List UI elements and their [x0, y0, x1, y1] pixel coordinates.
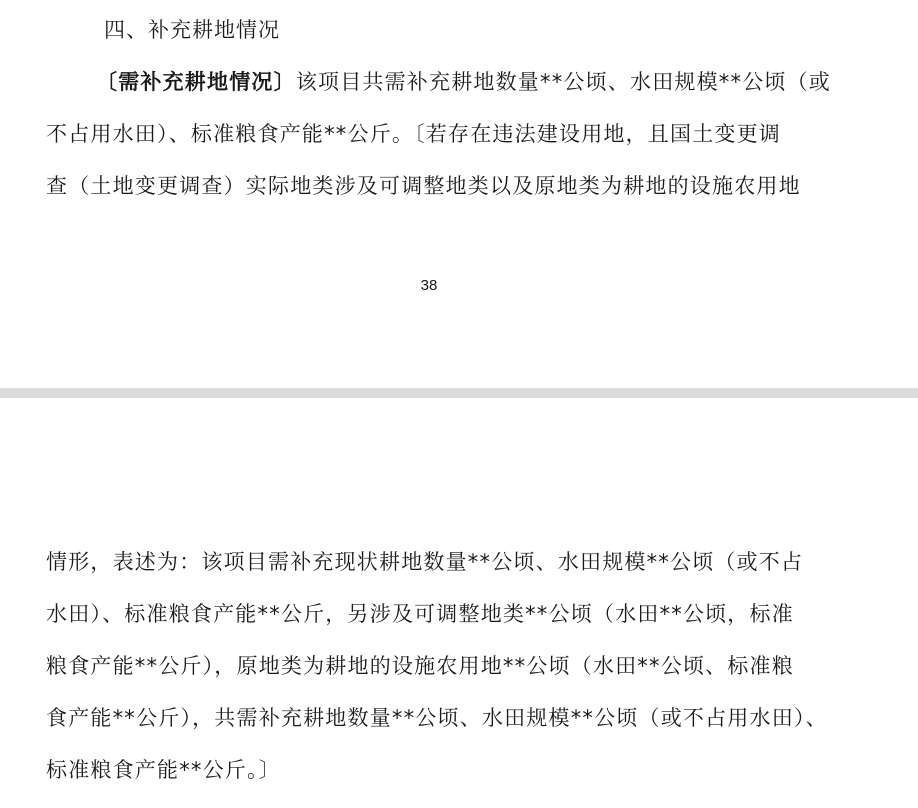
paragraph-line: 查（土地变更调查）实际地类涉及可调整地类以及原地类为耕地的设施农用地	[46, 174, 801, 198]
paragraph-line: 不占用水田）、标准粮食产能**公斤。〔若存在违法建设用地，且国土变更调	[46, 122, 781, 146]
document-page-bottom	[0, 398, 918, 808]
bold-label: 需补充耕地情况	[118, 70, 274, 94]
page-separator	[0, 388, 918, 398]
paragraph-line: 食产能**公斤），共需补充耕地数量**公顷、水田规模**公顷（或不占用水田）、	[46, 706, 828, 730]
paragraph-line: 水田）、标准粮食产能**公斤，另涉及可调整地类**公顷（水田**公顷，标准	[46, 602, 794, 626]
paragraph-line	[96, 66, 831, 98]
page-number: 38	[420, 277, 438, 294]
bracket-open: 〔	[96, 70, 119, 94]
paragraph-line: 情形，表述为：该项目需补充现状耕地数量**公顷、水田规模**公顷（或不占	[46, 550, 804, 574]
bracket-close: 〕	[273, 70, 296, 94]
paragraph-line: 粮食产能**公斤），原地类为耕地的设施农用地**公顷（水田**公顷、标准粮	[46, 654, 794, 678]
paragraph-line: 标准粮食产能**公斤。〕	[46, 758, 281, 782]
section-heading: 四、补充耕地情况	[104, 18, 280, 42]
document-page-top	[0, 0, 918, 388]
paragraph-text: 该项目共需补充耕地数量**公顷、水田规模**公顷（或	[295, 70, 832, 94]
